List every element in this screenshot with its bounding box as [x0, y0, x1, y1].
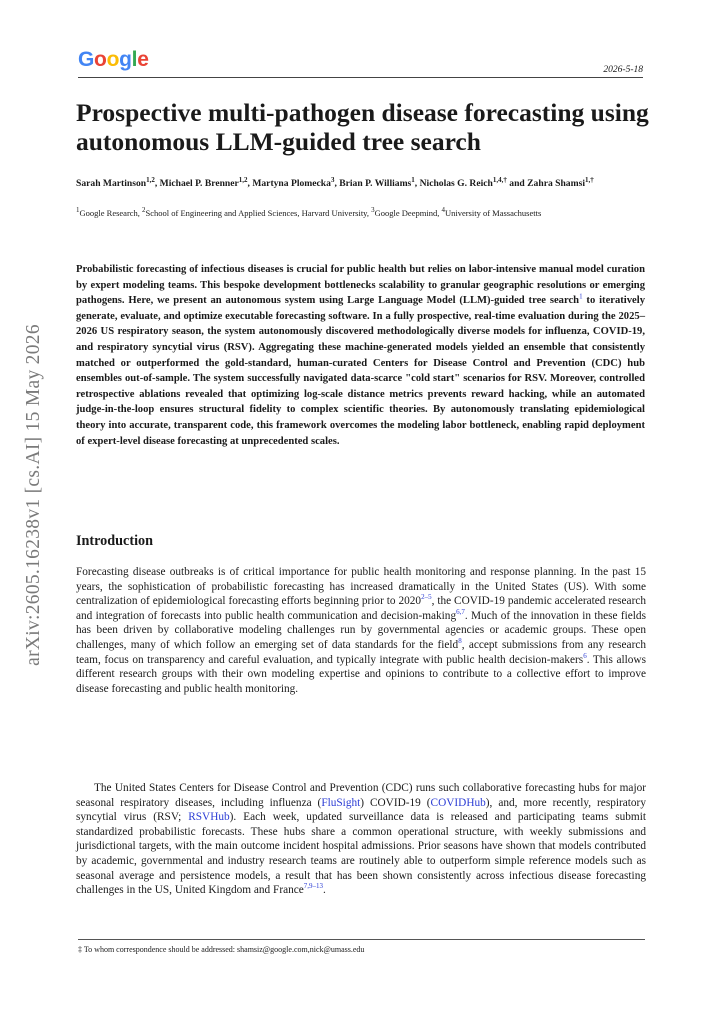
- author-affiliation-ref: 1,4,†: [492, 175, 507, 184]
- arxiv-stamp: arXiv:2605.16238v1 [cs.AI] 15 May 2026: [23, 324, 44, 666]
- logo-letter: G: [78, 48, 95, 71]
- body-text-run: ) COVID-19 (: [360, 796, 431, 809]
- author-affiliation-ref: 1,2: [146, 175, 155, 184]
- author-affiliation-ref: 1,2: [238, 175, 248, 184]
- logo-letter: l: [131, 48, 138, 71]
- body-text-run: The United States Centers for Disease Control and Prevention (CDC) runs such collaborative forecasting hubs for major seasonal respiratory diseases, including influenza (: [76, 782, 646, 809]
- publication-date: 2026-5-18: [603, 65, 643, 75]
- hub-link[interactable]: FluSight: [321, 796, 361, 809]
- body-text-run: Forecasting disease outbreaks is of critical importance for public health monitoring and response planning. In the past 15 years, the sophistication of probabilistic forecasting has increased dramatically in the United States (US). With some centralization of epidemiological forecasting efforts beginning prior to 2020: [76, 566, 646, 608]
- body-text-run: .: [323, 884, 326, 897]
- intro-paragraph-2: [76, 781, 646, 898]
- intro-paragraph-1: [76, 565, 646, 696]
- paper-title: Prospective multi-pathogen disease forecasting using autonomous LLM-guided tree search: [76, 98, 649, 156]
- footnote-rule: [78, 939, 645, 940]
- author-name: Michael P. Brenner: [159, 178, 239, 189]
- citation-ref[interactable]: 7,9–13: [303, 882, 324, 891]
- logo-letter: o: [106, 48, 120, 71]
- author-name: Nicholas G. Reich: [419, 178, 493, 189]
- author-affiliation-ref: 1: [411, 175, 415, 184]
- affiliation-list: $^1$Google Research, $^2$School of Engineering and Applied Sciences, Harvard University, $^3$Google Deepmind, $^4$University of Massachusetts: [76, 206, 542, 218]
- affiliation-number: 1: [76, 206, 80, 215]
- abstract: Probabilistic forecasting of infectious diseases is crucial for public health but relies on labor-intensive manual model curation by expert modeling teams. This bespoke development bottlenecks scalability to granular geographic resolutions or emerging pathogens. Here, we present an autonomous system using Large Language Model (LLM)-guided tree search$^1$ to iteratively generate, evaluate, and optimize executable forecasting software. In a fully prospective, real-time evaluation during the 2025–2026 US respiratory season, the system autonomously discovered methodologically diverse models for influenza, COVID-19, and respiratory syncytial virus (RSV). Aggregating these machine-generated models yielded an ensemble that consistently matched or outperformed the gold-standard, human-curated Centers for Disease Control and Prevention (CDC) hub ensembles out-of-sample. The system successfully navigated data-scarce "cold start" scenarios for RSV. Moreover, controlled retrospective ablations revealed that optimizing log-scale distance metrics prevents reward hacking, while an automated judge-in-the-loop ensures structural fidelity to complex scientific theories. By autonomously translating epidemiological theory into accurate, transparent code, this framework overcomes the modeling labor bottleneck, enabling rapid deployment of expert-level disease forecasting at unprecedented scales.: [76, 264, 645, 447]
- affiliation-name: University of Massachusetts: [444, 208, 542, 218]
- body-text-run: , accept submissions from any research team, focus on transparency and careful evaluation, and typically integrate with public health decision-makers: [76, 638, 646, 666]
- intro-heading: Introduction: [76, 533, 153, 549]
- google-logo: [78, 48, 149, 72]
- body-text-run: , the COVID-19 pandemic accelerated research and integration of forecasts into public health communication and decision-making: [76, 595, 646, 622]
- citation-ref[interactable]: 6,7: [456, 608, 465, 617]
- author-affiliation-ref: 1,†: [585, 175, 594, 184]
- author-name: Zahra Shamsi: [527, 178, 585, 189]
- citation-ref[interactable]: 6: [583, 651, 587, 660]
- author-list: Sarah Martinson$^{1,2}$, Michael P. Brenner$^{1,2}$, Martyna Plomecka$^3$, Brian P. Williams$^1$, Nicholas G. Reich$^{1,4,\dagger}$ and Zahra Shamsi$^{1,\dagger}$: [76, 175, 594, 189]
- logo-letter: e: [137, 48, 149, 71]
- body-text-run: . This allows different research groups with their own modeling expertise and opinions to contribute to a collective effort to improve disease forecasting and public health monitoring.: [76, 653, 646, 695]
- affiliation-number: 3: [371, 206, 375, 215]
- abstract-footnote-ref[interactable]: 1: [579, 292, 583, 301]
- logo-letter: g: [119, 48, 132, 71]
- affiliation-number: 4: [441, 206, 445, 215]
- affiliation-name: Google Research: [79, 208, 138, 218]
- author-name: Brian P. Williams: [339, 178, 412, 189]
- header-rule: [78, 77, 643, 78]
- author-affiliation-ref: 3: [330, 175, 335, 184]
- hub-link[interactable]: COVIDHub: [430, 796, 486, 809]
- body-text-run: . Much of the innovation in these fields has been driven by collaborative modeling challenges run by governmental agencies or academic groups. These open challenges, many of which follow an emerging set of data standards for the field: [76, 609, 646, 651]
- correspondence-footnote: ‡ To whom correspondence should be addressed: shamsiz@google.com,nick@umass.edu: [78, 945, 365, 954]
- hub-link[interactable]: RSVHub: [188, 811, 230, 824]
- affiliation-name: Google Deepmind: [374, 208, 438, 218]
- author-name: Martyna Plomecka: [252, 178, 331, 189]
- author-name: Sarah Martinson: [76, 178, 147, 189]
- body-text-run: ). Each week, updated surveillance data is released and participating teams submit standardized probabilistic forecasts. These hubs share a common operational structure, with weekly submissions and jurisdictional targets, with the main outcome incident hospital admissions. Prior seasons have shown that models contributed by academic, governmental and industry research teams are routinely able to outperform simple reference models such as seasonal average and persistence models, a result that has been shown consistently across infectious disease forecasting challenges in the US, United Kingdom and France: [76, 811, 646, 897]
- affiliation-name: School of Engineering and Applied Sciences, Harvard University: [145, 208, 367, 218]
- logo-letter: o: [94, 48, 107, 71]
- body-text-run: ), and, more recently, respiratory syncytial virus (RSV;: [76, 796, 646, 824]
- citation-ref[interactable]: 2–5: [421, 593, 432, 602]
- citation-ref[interactable]: 8: [458, 637, 462, 646]
- affiliation-number: 2: [142, 206, 146, 215]
